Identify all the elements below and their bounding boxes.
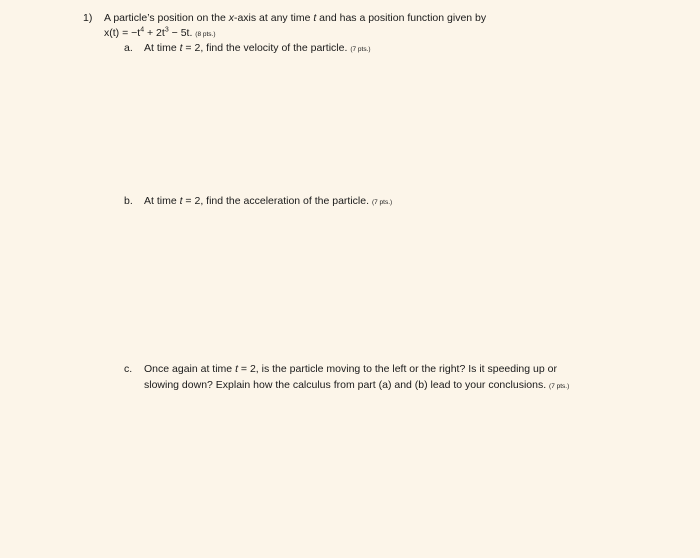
part-c xyxy=(124,363,557,376)
t-variable: t xyxy=(313,12,317,24)
part-c-text-3: slowing down? Explain how the calculus from part (a) and (b) lead to your conclusions. xyxy=(144,379,547,391)
problem-intro xyxy=(83,12,486,25)
part-a-marker: a. xyxy=(124,42,133,54)
part-b-text-1: At time xyxy=(144,195,180,207)
function-exponent-1: 4 xyxy=(140,26,145,34)
intro-text-2: -axis at any time xyxy=(233,12,314,24)
position-function xyxy=(104,27,216,41)
function-rhs: − 5t. xyxy=(168,27,193,39)
part-c-text-1: Once again at time xyxy=(144,363,236,375)
function-exponent-2: 3 xyxy=(164,26,169,34)
part-c-continued xyxy=(144,379,569,393)
part-c-points: (7 pts.) xyxy=(549,383,570,390)
intro-text-3: and has a position function given by xyxy=(316,12,487,24)
x-variable: x xyxy=(228,12,234,24)
part-c-text-2: = 2, is the particle moving to the left or the right? Is it speeding up or xyxy=(237,363,557,375)
function-points: (8 pts.) xyxy=(195,31,216,38)
part-a-text-2: = 2, find the velocity of the particle. xyxy=(182,42,348,54)
part-a-t-variable: t xyxy=(179,42,183,54)
part-b-points: (7 pts.) xyxy=(371,199,393,206)
part-c-t-variable: t xyxy=(235,363,238,375)
function-lhs: x(t) = −t xyxy=(104,27,141,39)
problem-number: 1) xyxy=(83,12,93,24)
part-a xyxy=(124,42,371,56)
part-b xyxy=(124,195,392,209)
part-b-t-variable: t xyxy=(179,195,183,207)
function-mid: + 2t xyxy=(144,27,165,39)
part-b-text-2: = 2, find the acceleration of the particle. xyxy=(182,195,370,207)
intro-text-1: A particle’s position on the xyxy=(104,12,229,24)
part-a-points: (7 pts.) xyxy=(350,46,371,53)
part-b-marker: b. xyxy=(124,195,133,207)
part-c-marker: c. xyxy=(124,363,133,375)
part-a-text-1: At time xyxy=(144,42,180,54)
